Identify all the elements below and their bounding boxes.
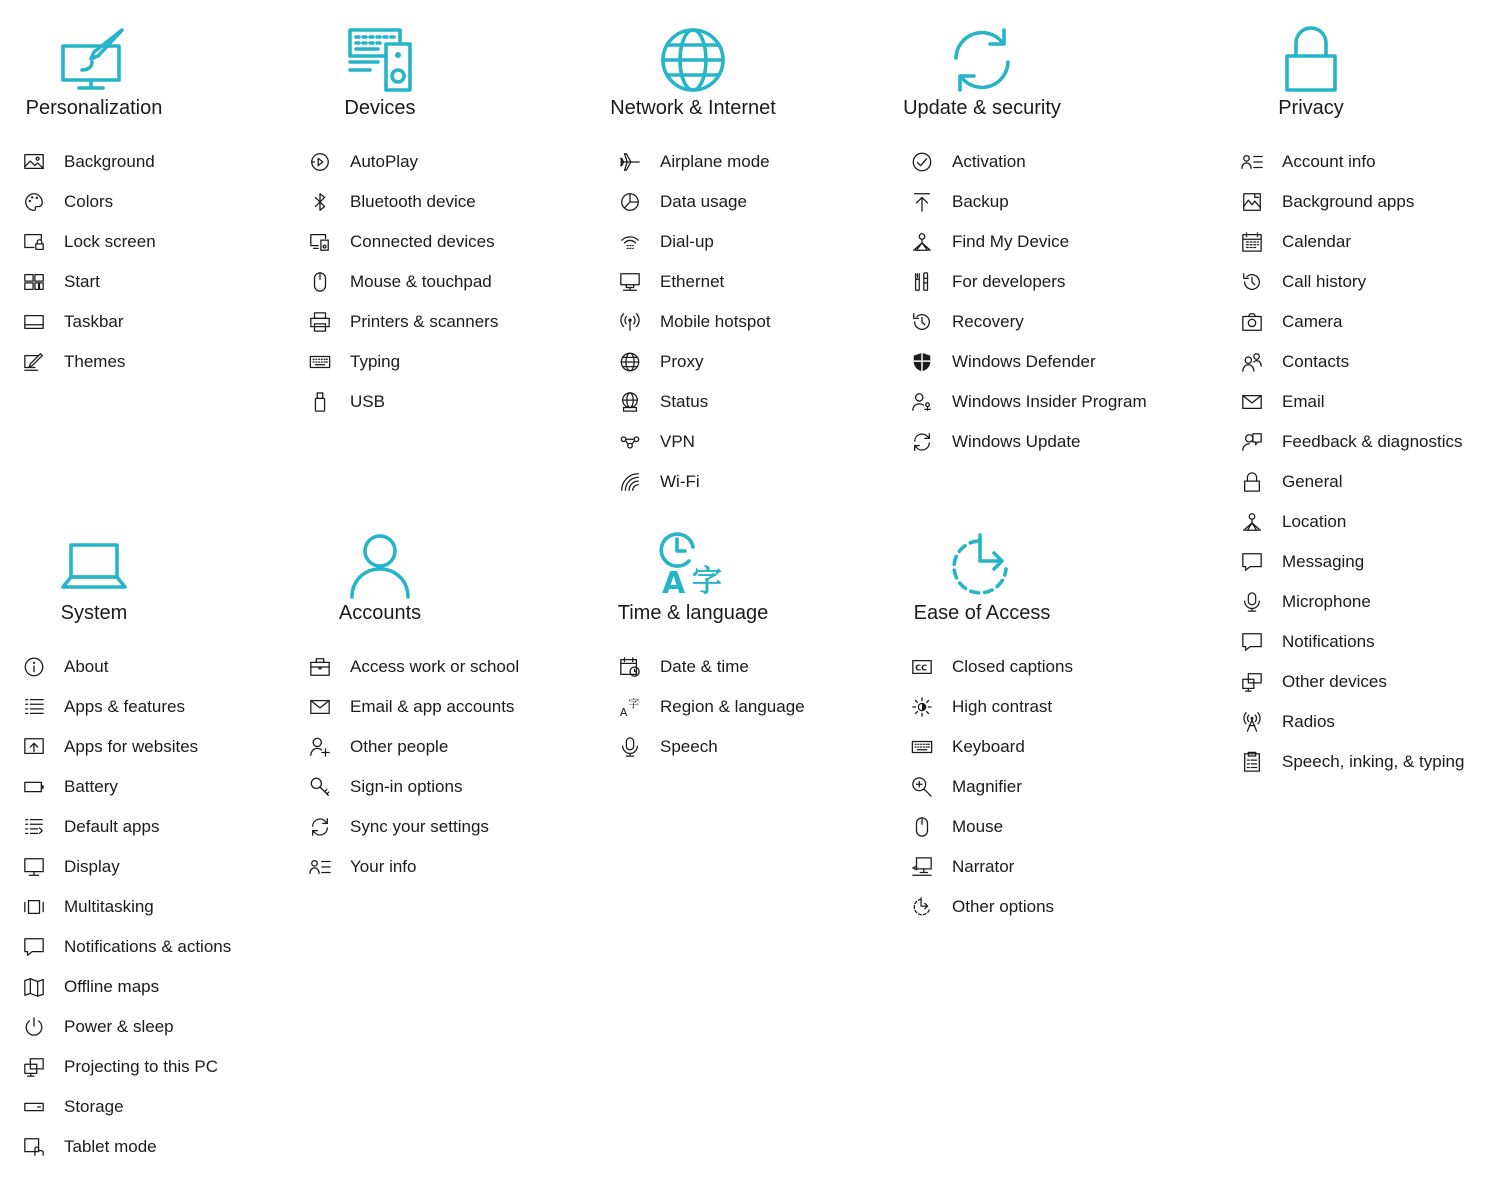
keyboard-speaker-icon — [346, 26, 414, 94]
settings-item-label: Mouse — [952, 817, 1004, 836]
settings-item[interactable] — [308, 302, 498, 342]
lock-icon — [1240, 470, 1264, 494]
settings-item[interactable] — [22, 647, 231, 687]
settings-item[interactable] — [910, 887, 1073, 927]
settings-item-label: Apps for websites — [64, 737, 199, 756]
sync-arrows-icon — [948, 26, 1016, 94]
category-header[interactable] — [872, 0, 1092, 130]
settings-item-label: Calendar — [1282, 232, 1351, 251]
settings-item[interactable] — [1240, 302, 1464, 342]
language-icon — [618, 695, 642, 719]
settings-item[interactable] — [22, 887, 231, 927]
category-header[interactable] — [583, 505, 803, 635]
find-device-icon — [910, 230, 934, 254]
settings-item-label: High contrast — [952, 697, 1053, 716]
settings-item[interactable] — [910, 142, 1147, 182]
category-header[interactable] — [270, 0, 490, 130]
autoplay-icon — [308, 150, 332, 174]
settings-item-label: Multitasking — [64, 897, 154, 916]
settings-item-label: Messaging — [1282, 552, 1365, 571]
settings-item[interactable] — [618, 302, 771, 342]
category-title[interactable]: Devices — [344, 97, 416, 119]
tablet-mode-icon — [22, 1135, 46, 1159]
settings-item-label: Contacts — [1282, 352, 1350, 371]
settings-item[interactable] — [618, 727, 805, 767]
settings-item-label: Feedback & diagnostics — [1282, 432, 1463, 451]
settings-item-label: Background apps — [1282, 192, 1415, 211]
contact-info-icon — [1240, 150, 1264, 174]
globe-icon — [618, 350, 642, 374]
settings-item[interactable] — [22, 1047, 231, 1087]
settings-item[interactable] — [22, 727, 231, 767]
message-icon — [22, 935, 46, 959]
settings-item[interactable] — [1240, 382, 1464, 422]
settings-item[interactable] — [308, 342, 498, 382]
settings-item[interactable] — [1240, 542, 1464, 582]
key-icon — [308, 775, 332, 799]
settings-item-label: Windows Update — [952, 432, 1081, 451]
dial-up-icon — [618, 230, 642, 254]
settings-item-label: Narrator — [952, 857, 1015, 876]
add-person-icon — [308, 735, 332, 759]
settings-item[interactable] — [618, 342, 771, 382]
settings-item[interactable] — [22, 182, 156, 222]
settings-item-label: USB — [350, 392, 385, 411]
globe-icon — [659, 26, 727, 94]
start-tiles-icon — [22, 270, 46, 294]
settings-item-label: Speech, inking, & typing — [1282, 752, 1465, 771]
category-header[interactable] — [0, 0, 204, 130]
category-title[interactable]: Network & Internet — [610, 97, 776, 119]
settings-item-label: Windows Insider Program — [952, 392, 1147, 411]
narrator-icon — [910, 855, 934, 879]
multitask-icon — [22, 895, 46, 919]
settings-item[interactable] — [308, 182, 498, 222]
closed-captions-icon — [910, 655, 934, 679]
settings-item[interactable] — [22, 1007, 231, 1047]
settings-item-list — [618, 142, 771, 502]
settings-item[interactable] — [618, 422, 771, 462]
settings-item[interactable] — [910, 647, 1073, 687]
mouse-icon — [910, 815, 934, 839]
settings-item-label: Your info — [350, 857, 417, 876]
feedback-icon — [1240, 430, 1264, 454]
settings-item[interactable] — [910, 382, 1147, 422]
category-header[interactable] — [583, 0, 803, 130]
ease-of-access-icon — [948, 531, 1016, 599]
category-header[interactable] — [270, 505, 490, 635]
settings-item[interactable] — [308, 847, 519, 887]
settings-item-label: Display — [64, 857, 120, 876]
settings-item-label: Other people — [350, 737, 449, 756]
settings-item-label: Camera — [1282, 312, 1343, 331]
settings-item-label: Tablet mode — [64, 1137, 157, 1156]
hotspot-icon — [618, 310, 642, 334]
briefcase-icon — [308, 655, 332, 679]
settings-item[interactable] — [22, 1127, 231, 1167]
settings-item-list — [22, 647, 231, 1167]
settings-item-label: General — [1282, 472, 1343, 491]
taskbar-icon — [22, 310, 46, 334]
settings-item[interactable] — [910, 302, 1147, 342]
settings-item-list — [910, 142, 1147, 462]
settings-item-list — [22, 142, 156, 382]
settings-item[interactable] — [618, 462, 771, 502]
settings-item-label: Background — [64, 152, 155, 171]
clock-language-icon — [659, 531, 727, 599]
default-apps-icon — [22, 815, 46, 839]
settings-item[interactable] — [308, 727, 519, 767]
settings-item[interactable] — [910, 182, 1147, 222]
settings-item[interactable] — [22, 767, 231, 807]
settings-item-label: Notifications — [1282, 632, 1375, 651]
settings-item[interactable] — [910, 807, 1073, 847]
settings-item[interactable] — [308, 142, 498, 182]
battery-icon — [22, 775, 46, 799]
settings-item-label: Status — [660, 392, 709, 411]
lock-screen-icon — [22, 230, 46, 254]
refresh-icon — [308, 815, 332, 839]
settings-item-label: Colors — [64, 192, 114, 211]
settings-item-label: Default apps — [64, 817, 160, 836]
settings-item-label: Sign-in options — [350, 777, 463, 796]
settings-item[interactable] — [618, 262, 771, 302]
map-icon — [22, 975, 46, 999]
settings-item[interactable] — [1240, 582, 1464, 622]
settings-item-label: Data usage — [660, 192, 747, 211]
category-title[interactable]: Privacy — [1278, 97, 1344, 119]
settings-item[interactable] — [308, 807, 519, 847]
calendar-icon — [1240, 230, 1264, 254]
clipboard-icon — [1240, 750, 1264, 774]
settings-item[interactable] — [910, 262, 1147, 302]
settings-item-label: Start — [64, 272, 100, 291]
settings-item[interactable] — [910, 342, 1147, 382]
category-header[interactable] — [872, 505, 1092, 635]
settings-item[interactable] — [618, 182, 771, 222]
category-title[interactable]: Accounts — [338, 602, 422, 624]
settings-item-label: Account info — [1282, 152, 1376, 171]
connected-devices-icon — [308, 230, 332, 254]
message-icon — [1240, 550, 1264, 574]
settings-item-label: Taskbar — [64, 312, 124, 331]
category-title[interactable]: Ease of Access — [913, 602, 1051, 624]
settings-item-label: Windows Defender — [952, 352, 1096, 371]
keyboard-icon — [910, 735, 934, 759]
settings-item[interactable] — [22, 927, 231, 967]
ethernet-icon — [618, 270, 642, 294]
category-title[interactable]: Time & language — [617, 602, 769, 624]
settings-item-label: Date & time — [660, 657, 749, 676]
settings-item-label: VPN — [660, 432, 695, 451]
settings-item-label: Magnifier — [952, 777, 1022, 796]
svg-text:CC: CC — [915, 662, 928, 673]
open-in-app-icon — [22, 735, 46, 759]
radio-tower-icon — [1240, 710, 1264, 734]
laptop-icon — [60, 531, 128, 599]
microphone-icon — [1240, 590, 1264, 614]
settings-item-label: For developers — [952, 272, 1066, 291]
svg-text:A: A — [662, 566, 686, 599]
settings-item[interactable] — [618, 687, 805, 727]
power-icon — [22, 1015, 46, 1039]
category-title[interactable]: Update & security — [903, 97, 1061, 119]
settings-item-label: Closed captions — [952, 657, 1073, 676]
settings-item-label: Microphone — [1282, 592, 1371, 611]
settings-item[interactable] — [910, 727, 1073, 767]
settings-item-label: Recovery — [952, 312, 1024, 331]
settings-item[interactable] — [1240, 262, 1464, 302]
settings-item[interactable] — [22, 687, 231, 727]
settings-item[interactable] — [910, 767, 1073, 807]
location-icon — [1240, 510, 1264, 534]
settings-item-label: Radios — [1282, 712, 1335, 731]
settings-item[interactable] — [1240, 422, 1464, 462]
settings-item-label: Bluetooth device — [350, 192, 476, 211]
people-icon — [1240, 350, 1264, 374]
settings-item[interactable] — [308, 647, 519, 687]
settings-item-label: Other options — [952, 897, 1055, 916]
settings-item-label: Offline maps — [64, 977, 160, 996]
upload-arrow-icon — [910, 190, 934, 214]
settings-item-label: Apps & features — [64, 697, 185, 716]
settings-item[interactable] — [1240, 342, 1464, 382]
network-status-icon — [618, 390, 642, 414]
settings-item-label: Projecting to this PC — [64, 1057, 219, 1076]
settings-item[interactable] — [1240, 222, 1464, 262]
settings-item-label: Backup — [952, 192, 1009, 211]
settings-item-list — [618, 647, 805, 767]
svg-text:字: 字 — [628, 697, 640, 710]
settings-item[interactable] — [308, 767, 519, 807]
settings-item[interactable] — [910, 847, 1073, 887]
brightness-icon — [910, 695, 934, 719]
settings-item[interactable] — [1240, 622, 1464, 662]
pie-chart-icon — [618, 190, 642, 214]
svg-text:字: 字 — [692, 564, 722, 599]
category-title[interactable]: System — [60, 602, 128, 624]
settings-item-label: About — [64, 657, 109, 676]
settings-item-label: Activation — [952, 152, 1026, 171]
history-icon — [1240, 270, 1264, 294]
ease-of-access-icon — [910, 895, 934, 919]
settings-item[interactable] — [618, 647, 805, 687]
settings-item-label: Battery — [64, 777, 118, 796]
settings-item-label: Connected devices — [350, 232, 495, 251]
picture-icon — [22, 150, 46, 174]
settings-item[interactable] — [910, 687, 1073, 727]
message-icon — [1240, 630, 1264, 654]
settings-item-label: Printers & scanners — [350, 312, 499, 331]
settings-item-label: Other devices — [1282, 672, 1387, 691]
settings-item[interactable] — [1240, 142, 1464, 182]
settings-item-label: Mobile hotspot — [660, 312, 771, 331]
settings-item-label: Lock screen — [64, 232, 156, 251]
keyboard-icon — [308, 350, 332, 374]
monitor-icon — [22, 855, 46, 879]
settings-item[interactable] — [1240, 662, 1464, 702]
settings-item[interactable] — [22, 807, 231, 847]
wifi-icon — [618, 470, 642, 494]
settings-item[interactable] — [618, 222, 771, 262]
contact-info-icon — [308, 855, 332, 879]
printer-icon — [308, 310, 332, 334]
usb-icon — [308, 390, 332, 414]
settings-item[interactable] — [1240, 502, 1464, 542]
refresh-icon — [910, 430, 934, 454]
settings-item-label: Ethernet — [660, 272, 725, 291]
settings-item-label: Wi-Fi — [660, 472, 700, 491]
settings-item-label: Mouse & touchpad — [350, 272, 492, 291]
settings-item[interactable] — [308, 382, 498, 422]
settings-item[interactable] — [1240, 702, 1464, 742]
vpn-icon — [618, 430, 642, 454]
settings-item-label: Speech — [660, 737, 718, 756]
mouse-icon — [308, 270, 332, 294]
bluetooth-icon — [308, 190, 332, 214]
calendar-clock-icon — [618, 655, 642, 679]
settings-item[interactable] — [308, 262, 498, 302]
settings-item-label: Notifications & actions — [64, 937, 232, 956]
microphone-icon — [618, 735, 642, 759]
settings-item[interactable] — [910, 422, 1147, 462]
padlock-icon — [1277, 26, 1345, 94]
settings-item[interactable] — [22, 967, 231, 1007]
settings-item[interactable] — [618, 382, 771, 422]
palette-icon — [22, 190, 46, 214]
settings-item-label: Storage — [64, 1097, 124, 1116]
list-icon — [22, 695, 46, 719]
settings-item-list — [308, 647, 519, 887]
airplane-icon — [618, 150, 642, 174]
settings-item[interactable] — [22, 302, 156, 342]
category-header[interactable] — [0, 505, 204, 635]
settings-item[interactable] — [22, 342, 156, 382]
category-title[interactable]: Personalization — [25, 97, 163, 119]
envelope-icon — [1240, 390, 1264, 414]
themes-icon — [22, 350, 46, 374]
settings-item-label: Region & language — [660, 697, 805, 716]
settings-item-label: Call history — [1282, 272, 1367, 291]
settings-item-label: AutoPlay — [350, 152, 419, 171]
magnifier-icon — [910, 775, 934, 799]
settings-item-label: Email — [1282, 392, 1325, 411]
history-icon — [910, 310, 934, 334]
paintbrush-monitor-icon — [60, 26, 128, 94]
settings-item-label: Access work or school — [350, 657, 520, 676]
shield-icon — [910, 350, 934, 374]
settings-item-label: Dial-up — [660, 232, 714, 251]
settings-item-label: Airplane mode — [660, 152, 770, 171]
developer-tools-icon — [910, 270, 934, 294]
settings-item-label: Themes — [64, 352, 126, 371]
settings-item-label: Email & app accounts — [350, 697, 515, 716]
check-circle-icon — [910, 150, 934, 174]
settings-item-list — [910, 647, 1073, 927]
settings-item-label: Power & sleep — [64, 1017, 174, 1036]
settings-item-label: Find My Device — [952, 232, 1070, 251]
settings-item[interactable] — [1240, 462, 1464, 502]
category-header[interactable] — [1201, 0, 1421, 130]
person-icon — [346, 531, 414, 599]
settings-item-label: Location — [1282, 512, 1347, 531]
camera-icon — [1240, 310, 1264, 334]
settings-item[interactable] — [22, 222, 156, 262]
settings-item[interactable] — [1240, 182, 1464, 222]
settings-item[interactable] — [618, 142, 771, 182]
envelope-icon — [308, 695, 332, 719]
storage-icon — [22, 1095, 46, 1119]
background-apps-icon — [1240, 190, 1264, 214]
settings-item[interactable] — [910, 222, 1147, 262]
settings-item-label: Typing — [350, 352, 401, 371]
settings-item-label: Sync your settings — [350, 817, 489, 836]
settings-item-label: Proxy — [660, 352, 704, 371]
projecting-icon — [22, 1055, 46, 1079]
info-icon — [22, 655, 46, 679]
insider-icon — [910, 390, 934, 414]
settings-item-list — [1240, 142, 1464, 782]
settings-item[interactable] — [1240, 742, 1464, 782]
svg-text:A: A — [619, 706, 628, 718]
settings-item[interactable] — [22, 847, 231, 887]
settings-item-label: Keyboard — [952, 737, 1025, 756]
settings-item[interactable] — [308, 222, 498, 262]
settings-item-list — [308, 142, 498, 422]
settings-item[interactable] — [22, 262, 156, 302]
settings-item[interactable] — [308, 687, 519, 727]
settings-item[interactable] — [22, 142, 156, 182]
settings-item[interactable] — [22, 1087, 231, 1127]
other-devices-icon — [1240, 670, 1264, 694]
